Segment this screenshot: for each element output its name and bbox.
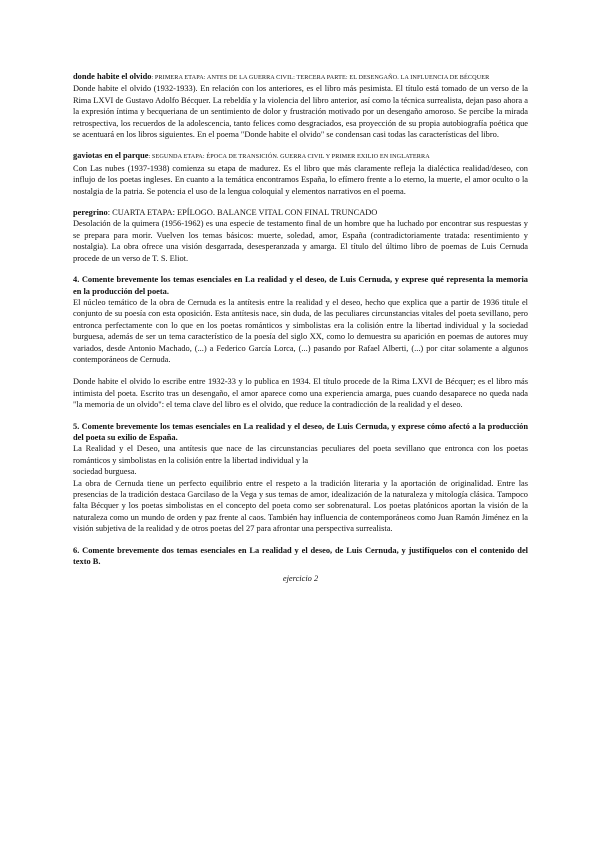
exercise-label: ejercicio 2 <box>282 574 319 584</box>
section-subtitle: : PRIMERA ETAPA: ANTES DE LA GUERRA CIVIL: TERCERA PARTE: EL DESENGAÑO. LA INFLUENCIA DE BÉCQUER <box>151 74 490 81</box>
answer-paragraph: El núcleo temático de la obra de Cernuda es la antítesis entre la realidad y el deseo, hecho que explica que a partir de 1936 titule el conjunto de su poesía con esta oposición. Esta antítesis nace, sin duda, de las peculiares circunstancias vitales del poeta sevillano, pero entronca perfectamente con lo que en los poetas románticos y simbolistas era la colisión entre la libertad individual y la sociedad burguesa, además de ser un tema característico de la poesía del siglo XX, como lo demuestra su aparición en poemas de autores muy variados, desde Antonio Machado, (...) a Federico García Lorca, (...) pasando por Rafael Alberti, (...) por citar solamente a algunos contemporáneos de Cernuda. <box>73 297 528 364</box>
answer-paragraph: Donde habite el olvido lo escribe entre 1932-33 y lo publica en 1934. El título procede de la Rima LXVI de Bécquer; es el libro más intimista del poeta. Escrito tras un desengaño, el amor aparece como una experiencia amarga, pues cuando desaparece no queda nada "la memoria de un olvido": el tema clave del libro es el olvido, que reduce la contradicción de la realidad y el deseo. <box>73 377 528 410</box>
question-heading: 4. Comente brevemente los temas esenciales en La realidad y el deseo, de Luis Cernuda, y exprese qué representa la memoria en la producción del poeta. <box>73 275 528 296</box>
section-subtitle: : SEGUNDA ETAPA: ÉPOCA DE TRANSICIÓN. GUERRA CIVIL Y PRIMER EXILIO EN INGLATERRA <box>148 153 430 161</box>
question-5 <box>73 421 528 535</box>
question-4 <box>73 274 528 410</box>
answer-paragraph: La obra de Cernuda tiene un perfecto equilibrio entre el respeto a la tradición literaria y la aportación de originalidad. Entre las presencias de la tradición destaca Garcilaso de la Vega y sus temas de amor, idealización de la naturaleza y mitología clásica. Tampoco falta Bécquer y los poetas simbolistas en el concepto del poeta como ser sobrenatural. Los poetas platónicos aportan la visión de la naturaleza como un mundo de orden y paz frente al caos. También hay influencia de contemporáneos como Juan Ramón Jiménez en la visión subjetiva de la realidad y de otros poetas del 27 para afrontar una perspectiva surrealista. <box>73 478 528 534</box>
section-paragraph: Desolación de la quimera (1956-1962) es una especie de testamento final de un hombre que ha luchado por encontrar sus respuestas y se prepara para morir. Vuelven los temas básicos: muerte, soledad, amor, España (contradictoriamente tratada: resentimiento y nostalgia). La obra ofrece una visión desgarrada, desesperanzada y amarga. El título del último libro de poemas de Luis Cernuda procede de un verso de T. S. Eliot. <box>73 219 528 263</box>
section-donde-habite <box>73 71 528 140</box>
section-paragraph: Donde habite el olvido (1932-1933). En relación con los anteriores, es el libro más pesimista. El título está tomado de un verso de la Rima LXVI de Gustavo Adolfo Bécquer. La rebeldía y la violencia del libro anterior, así como la técnica surrealista, dejan paso ahora a la expresión íntima y becqueriana de un sentimiento de dolor y frustración motivado por un desengaño amoroso. Se percibe la mirada retrospectiva, los recuerdos de la adolescencia, tanto felices como desgraciados, esa proyección de su propia autobiografía poética que se acentuará en los libros siguientes. En el poema "Donde habite el olvido" se condensan casi todas las características del libro. <box>73 84 528 140</box>
section-heading <box>73 207 528 218</box>
section-title: donde habite el olvido <box>73 72 152 81</box>
section-title: peregrino <box>73 208 108 218</box>
answer-paragraph: La Realidad y el Deseo, una antítesis que nace de las circunstancias peculiares del poeta sevillano que entronca con los poetas románticos y simbolistas en la colisión entre la libertad individual y la <box>73 444 528 465</box>
section-heading <box>73 71 528 83</box>
section-title: gaviotas en el parque <box>73 151 149 161</box>
section-peregrino <box>73 207 528 264</box>
question-heading: 5. Comente brevemente los temas esenciales en La realidad y el deseo, de Luis Cernuda, y exprese cómo afectó a la producción del poeta su exilio de España. <box>73 421 528 442</box>
answer-paragraph: sociedad burguesa. <box>73 467 137 477</box>
section-subtitle: : CUARTA ETAPA: EPÍLOGO. BALANCE VITAL CON FINAL TRUNCADO <box>107 208 378 218</box>
section-paragraph: Con Las nubes (1937-1938) comienza su etapa de madurez. Es el libro que más claramente refleja la dialéctica realidad/deseo, con influjo de los poetas ingleses. En cuanto a la temática encontramos España, lo efímero frente a lo eterno, la muerte, el amor oculto o la nostalgia de la patria. Se potencia el uso de la lengua coloquial y elementos narrativos en el poema. <box>73 163 528 196</box>
question-heading: 6. Comente brevemente dos temas esenciales en La realidad y el deseo, de Luis Cernuda, y justifíquelos con el contenido del texto B. <box>73 545 528 567</box>
document-body <box>73 71 528 585</box>
question-6 <box>73 545 528 585</box>
section-heading <box>73 150 528 162</box>
section-gaviotas <box>73 150 528 197</box>
